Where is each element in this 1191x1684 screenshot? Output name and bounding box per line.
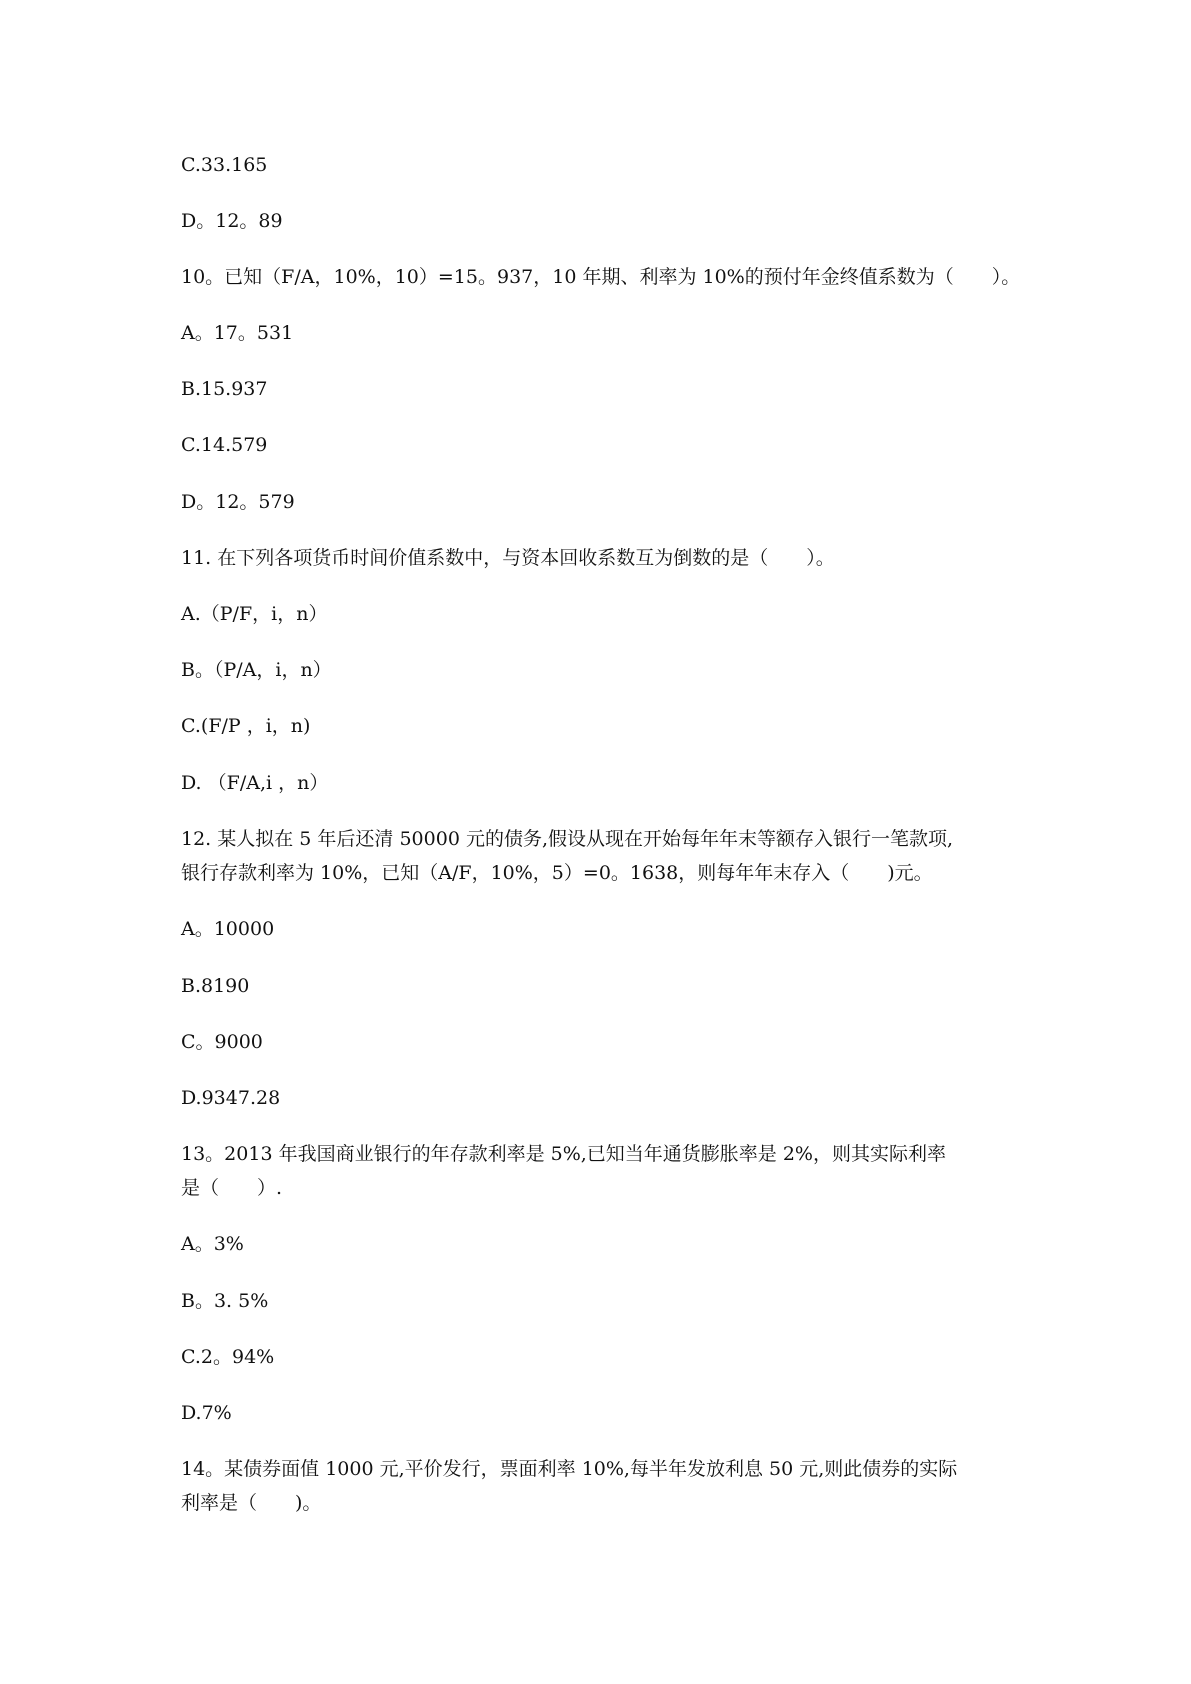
- question-14-line-1: 14。某债券面值 1000 元,平价发行，票面利率 10%,每半年发放利息 50 元,则此债券的实际: [181, 1458, 958, 1480]
- option-13b: B。3. 5%: [181, 1290, 269, 1312]
- option-10c: C.14.579: [181, 434, 268, 456]
- option-11a: A.（P/F，i，n）: [181, 603, 328, 625]
- option-12b: B.8190: [181, 975, 250, 997]
- option-11c: C.(F/P ，i，n): [181, 715, 311, 737]
- option-10d: D。12。579: [181, 491, 295, 513]
- question-13-line-1: 13。2013 年我国商业银行的年存款利率是 5%,已知当年通货膨胀率是 2%，则其实际利率: [181, 1143, 946, 1165]
- option-11b: B。（P/A，i，n）: [181, 659, 332, 681]
- option-9c: C.33.165: [181, 154, 268, 176]
- option-11d: D. （F/A,i ，n）: [181, 772, 329, 794]
- option-12d: D.9347.28: [181, 1087, 281, 1109]
- option-13a: A。3%: [181, 1233, 244, 1255]
- question-10: 10。已知（F/A，10%，10）=15。937，10 年期、利率为 10%的预付年金终值系数为（ ）。: [181, 266, 1021, 288]
- question-11: 11. 在下列各项货币时间价值系数中，与资本回收系数互为倒数的是（ ）。: [181, 547, 835, 569]
- question-13-line-2: 是（ ）.: [181, 1177, 283, 1199]
- option-9d: D。12。89: [181, 210, 283, 232]
- option-10b: B.15.937: [181, 378, 268, 400]
- question-14-line-2: 利率是（ )。: [181, 1492, 322, 1514]
- question-12-line-2: 银行存款利率为 10%，已知（A/F，10%，5）=0。1638，则每年年末存入（ )元。: [181, 862, 933, 884]
- option-10a: A。17。531: [181, 322, 294, 344]
- option-12a: A。10000: [181, 918, 275, 940]
- question-12-line-1: 12. 某人拟在 5 年后还清 50000 元的债务,假设从现在开始每年年末等额存入银行一笔款项,: [181, 828, 954, 850]
- option-12c: C。9000: [181, 1031, 263, 1053]
- option-13c: C.2。94%: [181, 1346, 275, 1368]
- option-13d: D.7%: [181, 1402, 232, 1424]
